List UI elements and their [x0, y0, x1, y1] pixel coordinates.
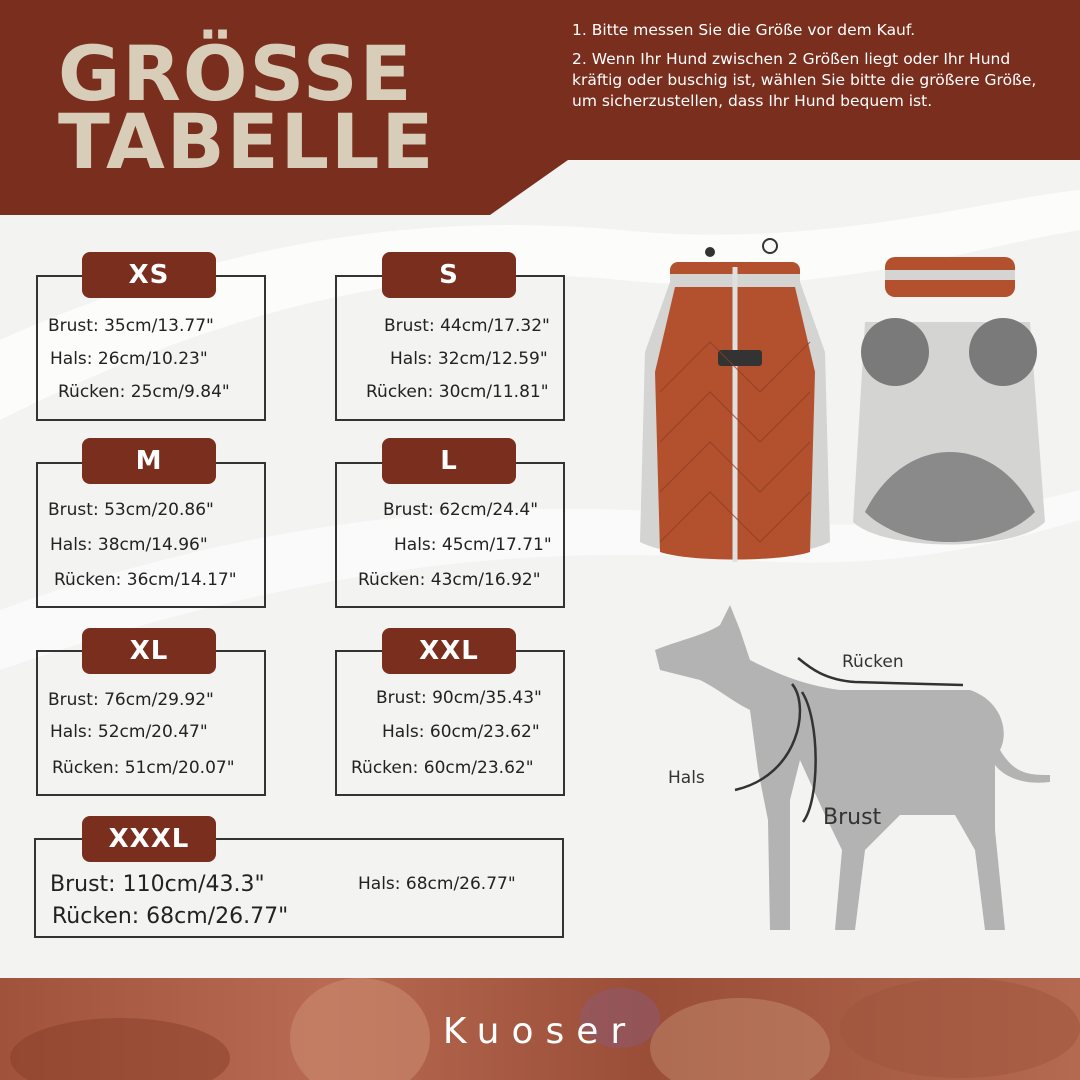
note-2: 2. Wenn Ihr Hund zwischen 2 Größen liegt oder Ihr Hund kräftig oder buschig ist, wählen Sie bitte die größere Größe, um sicherzustellen, dass Ihr Hund bequem ist.: [572, 50, 1037, 110]
xs-back: Rücken: 25cm/9.84": [58, 382, 230, 402]
m-neck: Hals: 38cm/14.96": [50, 535, 208, 555]
size-badge-xxl: XXL: [382, 628, 516, 674]
xxl-chest: Brust: 90cm/35.43": [376, 688, 542, 708]
s-back: Rücken: 30cm/11.81": [366, 382, 549, 402]
xl-back: Rücken: 51cm/20.07": [52, 758, 235, 778]
m-back: Rücken: 36cm/14.17": [54, 570, 237, 590]
xl-neck: Hals: 52cm/20.47": [50, 722, 208, 742]
size-badge-l: L: [382, 438, 516, 484]
brand-logo: Kuoser: [442, 1011, 638, 1052]
xs-neck: Hals: 26cm/10.23": [50, 349, 208, 369]
s-neck: Hals: 32cm/12.59": [390, 349, 548, 369]
back-label: Rücken: [842, 652, 904, 672]
title-line-2: TABELLE: [58, 97, 436, 186]
l-neck: Hals: 45cm/17.71": [394, 535, 552, 555]
xxl-neck: Hals: 60cm/23.62": [382, 722, 540, 742]
m-chest: Brust: 53cm/20.86": [48, 500, 214, 520]
xl-chest: Brust: 76cm/29.92": [48, 690, 214, 710]
size-badge-s: S: [382, 252, 516, 298]
xxxl-chest: Brust: 110cm/43.3": [50, 872, 265, 897]
size-badge-m: M: [82, 438, 216, 484]
xxxl-neck: Hals: 68cm/26.77": [358, 874, 516, 894]
l-chest: Brust: 62cm/24.4": [383, 500, 539, 520]
s-chest: Brust: 44cm/17.32": [384, 316, 550, 336]
size-badge-xs: XS: [82, 252, 216, 298]
title-line-1: GRÖSSE: [58, 29, 414, 118]
xs-chest: Brust: 35cm/13.77": [48, 316, 214, 336]
l-back: Rücken: 43cm/16.92": [358, 570, 541, 590]
size-badge-xxxl: XXXL: [82, 816, 216, 862]
xxxl-back: Rücken: 68cm/26.77": [52, 904, 289, 929]
note-1: 1. Bitte messen Sie die Größe vor dem Kauf.: [572, 21, 916, 39]
jacket-back-image: [845, 252, 1050, 562]
neck-label: Hals: [668, 768, 705, 788]
size-badge-xl: XL: [82, 628, 216, 674]
chest-label: Brust: [823, 805, 882, 830]
size-notes: [572, 20, 1062, 120]
jacket-front-image: [630, 232, 840, 572]
xxl-back: Rücken: 60cm/23.62": [351, 758, 534, 778]
